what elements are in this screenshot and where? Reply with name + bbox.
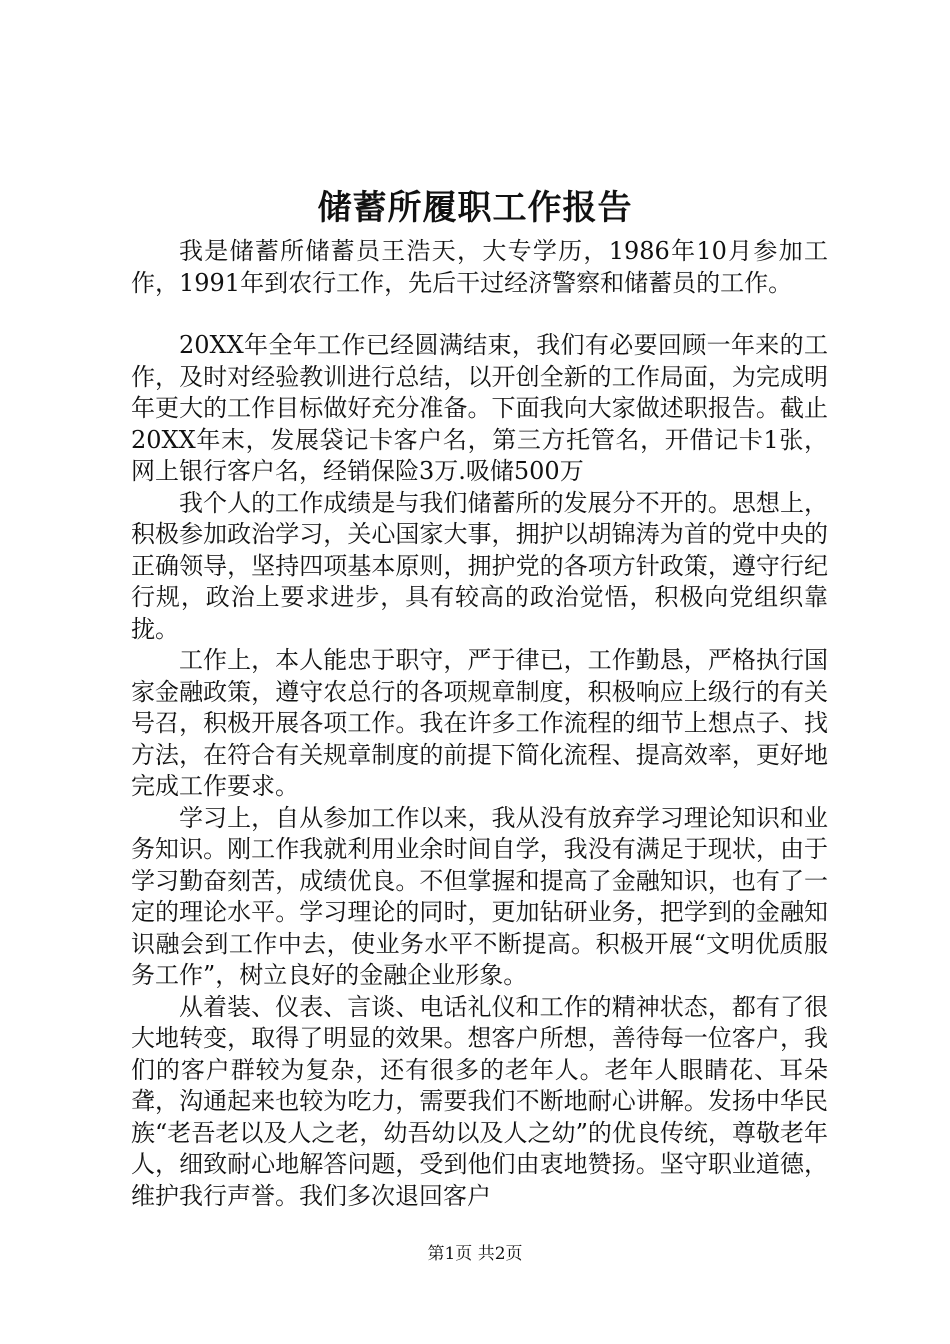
paragraph-intro: 我是储蓄所储蓄员王浩天，大专学历，1986年10月参加工作，1991年到农行工作，先后干过经济警察和储蓄员的工作。	[131, 237, 828, 297]
paragraph-service: 从着装、仪表、言谈、电话礼仪和工作的精神状态，都有了很大地转变，取得了明显的效果。想客户所想，善待每一位客户，我们的客户群较为复杂，还有很多的老年人。老年人眼睛花、耳朵聋，沟通起来也较为吃力，需要我们不断地耐心讲解。发扬中华民族“老吾老以及人之老，幼吾幼以及人之幼”的优良传统，尊敬老年人，细致耐心地解答问题，受到他们由衷地赞扬。坚守职业道德，维护我行声誉。我们多次退回客户	[131, 992, 828, 1210]
document-title: 储蓄所履职工作报告	[317, 188, 633, 228]
page-footer	[0, 1242, 950, 1266]
paragraph-study: 学习上，自从参加工作以来，我从没有放弃学习理论知识和业务知识。刚工作我就利用业余时间自学，我没有满足于现状，由于学习勤奋刻苦，成绩优良。不但掌握和提高了金融知识，也有了一定的理论水平。学习理论的同时，更加钻研业务，把学到的金融知识融会到工作中去，使业务水平不断提高。积极开展“文明优质服务工作”，树立良好的金融企业形象。	[131, 803, 828, 989]
paragraph-work: 工作上，本人能忠于职守，严于律已，工作勤恳，严格执行国家金融政策，遵守农总行的各项规章制度，积极响应上级行的有关号召，积极开展各项工作。我在许多工作流程的细节上想点子、找方法，在符合有关规章制度的前提下简化流程、提高效率，更好地完成工作要求。	[131, 646, 828, 800]
paragraph-annual-summary: 20XX年全年工作已经圆满结束，我们有必要回顾一年来的工作，及时对经验教训进行总结，以开创全新的工作局面，为完成明年更大的工作目标做好充分准备。下面我向大家做述职报告。截止20XX年末，发展袋记卡客户名，第三方托管名，开借记卡1张，网上银行客户名，经销保险3万.吸储500万	[131, 331, 828, 485]
document-body	[131, 236, 828, 1212]
page-number-label: 第1页 共2页	[427, 1244, 523, 1264]
paragraph-ideology: 我个人的工作成绩是与我们储蓄所的发展分不开的。思想上，积极参加政治学习，关心国家大事，拥护以胡锦涛为首的党中央的正确领导，坚持四项基本原则，拥护党的各项方针政策，遵守行纪行规，政治上要求进步，具有较高的政治觉悟，积极向党组织靠拢。	[131, 488, 828, 643]
